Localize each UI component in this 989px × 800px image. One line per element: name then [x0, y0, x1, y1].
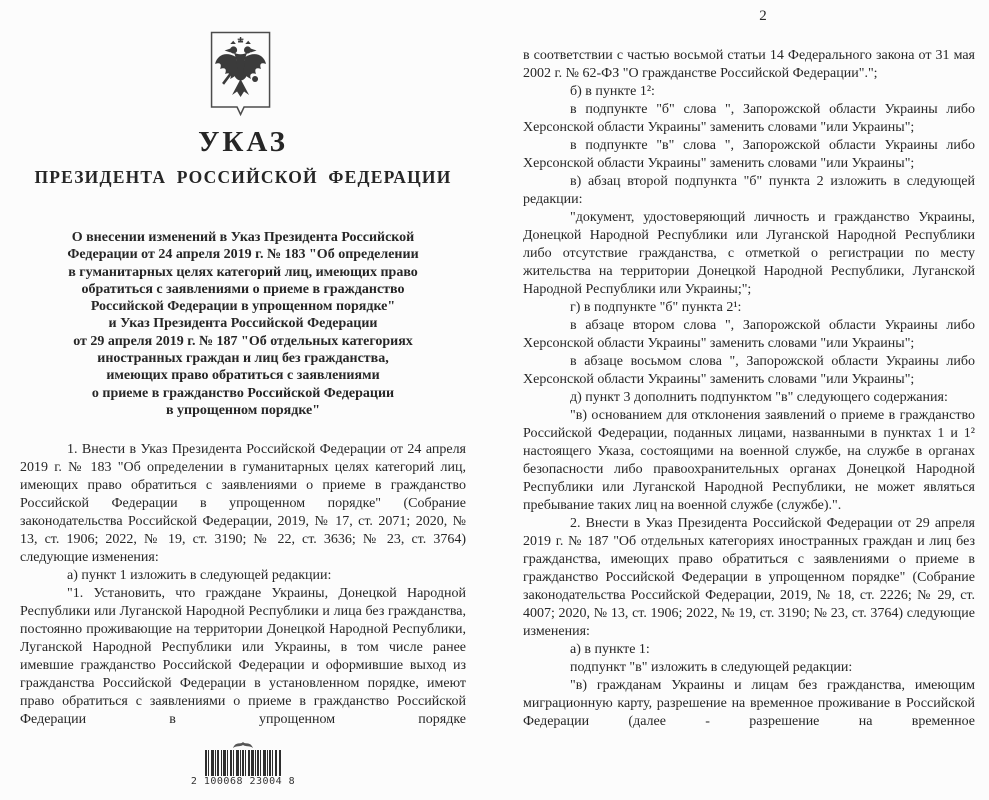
paragraph: "документ, удостоверяющий личность и гражданство Украины, Донецкой Народной Республики или Луганской Народной Республики либо отсутствие гражданства, с отметкой о регистрации по месту жительства на территории Донецкой Народной Республики, Луганской Народной Республики или Украины;";	[523, 210, 975, 297]
decree-subheading: ПРЕЗИДЕНТА РОССИЙСКОЙ ФЕДЕРАЦИИ	[34, 167, 452, 187]
paragraph: д) пункт 3 дополнить подпунктом "в" следующего содержания:	[570, 390, 948, 405]
barcode-bars-icon	[205, 750, 281, 776]
decree-title	[20, 229, 466, 419]
paragraph: а) в пункте 1:	[570, 642, 650, 657]
page-2-body	[523, 47, 975, 731]
decree-title-line: иностранных граждан и лиц без гражданства,	[97, 351, 389, 367]
decree-title-line: в упрощенном порядке"	[165, 402, 321, 418]
paragraph: 2. Внести в Указ Президента Российской Федерации от 29 апреля 2019 г. № 187 "Об отдельных категориях иностранных граждан и лиц без гражданства, имеющих право обратиться с заявлениями о приеме в гражданство Российской Федерации в упрощенном порядке" (Собрание законодательства Российской Федерации, 2019, № 18, ст. 2226; № 29, ст. 4007; 2020, № 13, ст. 1906; 2022, № 19, ст. 3190; № 23, ст. 3764) следующие изменения:	[523, 516, 975, 639]
decree-title-line: Федерации от 24 апреля 2019 г. № 183 "Об определении	[67, 247, 419, 263]
barcode-number: 2 100068 23004 8	[190, 776, 296, 787]
paragraph: "1. Установить, что граждане Украины, Донецкой Народной Республики или Луганской Народной Республики и лица без гражданства, постоянно проживающие на территории Донецкой Народной Республики, Луганской Народной Республики или Украины, в том числе ранее имевшие гражданство Российской Федерации и оформившие выход из гражданства Российской Федерации в установленном порядке, имеют право обратиться с заявлениями о приеме в гражданство Российской Федерации в упрощенном порядке	[20, 586, 466, 727]
coat-of-arms-icon	[210, 31, 271, 119]
paragraph: а) пункт 1 изложить в следующей редакции:	[67, 568, 332, 583]
decree-title-line: Российской Федерации в упрощенном порядке"	[90, 299, 396, 315]
paragraph: в абзаце втором слова ", Запорожской области Украины либо Херсонской области Украины" заменить словами "или Украины";	[523, 318, 975, 351]
barcode-eagle-mark-icon	[232, 740, 254, 749]
paragraph: в подпункте "б" слова ", Запорожской области Украины либо Херсонской области Украины" заменить словами "или Украины";	[523, 102, 975, 135]
page-1-body	[20, 441, 466, 729]
page-number: 2	[759, 8, 767, 24]
paragraph: б) в пункте 1²:	[570, 84, 655, 99]
paragraph: г) в подпункте "б" пункта 2¹:	[570, 300, 742, 315]
decree-heading: УКАЗ	[198, 126, 288, 158]
paragraph: подпункт "в" изложить в следующей редакции:	[570, 660, 853, 675]
decree-title-line: в гуманитарных целях категорий лиц, имеющих право	[68, 264, 418, 280]
paragraph: "в) основанием для отклонения заявлений о приеме в гражданство Российской Федерации, поданных лицами, названными в пунктах 1 и 1² настоящего Указа, состоящими на военной службе, на службе в органах безопасности либо правоохранительных органах Донецкой Народной Республики или Луганской Народной Республики, не может являться пребывание таких лиц на военной службе (службе).".	[523, 408, 975, 513]
decree-title-line: О внесении изменений в Указ Президента Российской	[71, 230, 415, 245]
decree-page-2	[523, 0, 975, 800]
paragraph: "в) гражданам Украины и лицам без гражданства, имеющим миграционную карту, разрешение на временное проживание в Российской Федерации (далее - разрешение на временное	[523, 678, 975, 729]
paragraph: в абзаце восьмом слова ", Запорожской области Украины либо Херсонской области Украины" заменить словами "или Украины";	[523, 354, 975, 387]
paragraph: в) абзац второй подпункта "б" пункта 2 изложить в следующей редакции:	[523, 174, 975, 207]
decree-title-line: и Указ Президента Российской Федерации	[108, 316, 378, 332]
paragraph: в подпункте "в" слова ", Запорожской области Украины либо Херсонской области Украины" заменить словами "или Украины";	[523, 138, 975, 171]
paragraph: 1. Внести в Указ Президента Российской Федерации от 24 апреля 2019 г. № 183 "Об определении в гуманитарных целях категорий лиц, имеющих право обратиться с заявлениями о приеме в гражданство Российской Федерации в упрощенном порядке" (Собрание законодательства Российской Федерации, 2019, № 17, ст. 2071; 2020, № 13, ст. 1906; 2022, № 19, ст. 3190; № 22, ст. 3636; № 23, ст. 3764) следующие изменения:	[20, 442, 466, 565]
decree-page-1	[20, 0, 466, 800]
decree-title-line: обратиться с заявлениями о приеме в гражданство	[81, 281, 405, 297]
decree-title-line: от 29 апреля 2019 г. № 187 "Об отдельных категориях	[73, 333, 413, 349]
paragraph: в соответствии с частью восьмой статьи 14 Федерального закона от 31 мая 2002 г. № 62-ФЗ "О гражданстве Российской Федерации".";	[523, 48, 975, 81]
decree-title-line: о приеме в гражданство Российской Федерации	[91, 385, 395, 401]
barcode	[183, 740, 303, 787]
decree-title-line: имеющих право обратиться с заявлениями	[106, 368, 380, 384]
